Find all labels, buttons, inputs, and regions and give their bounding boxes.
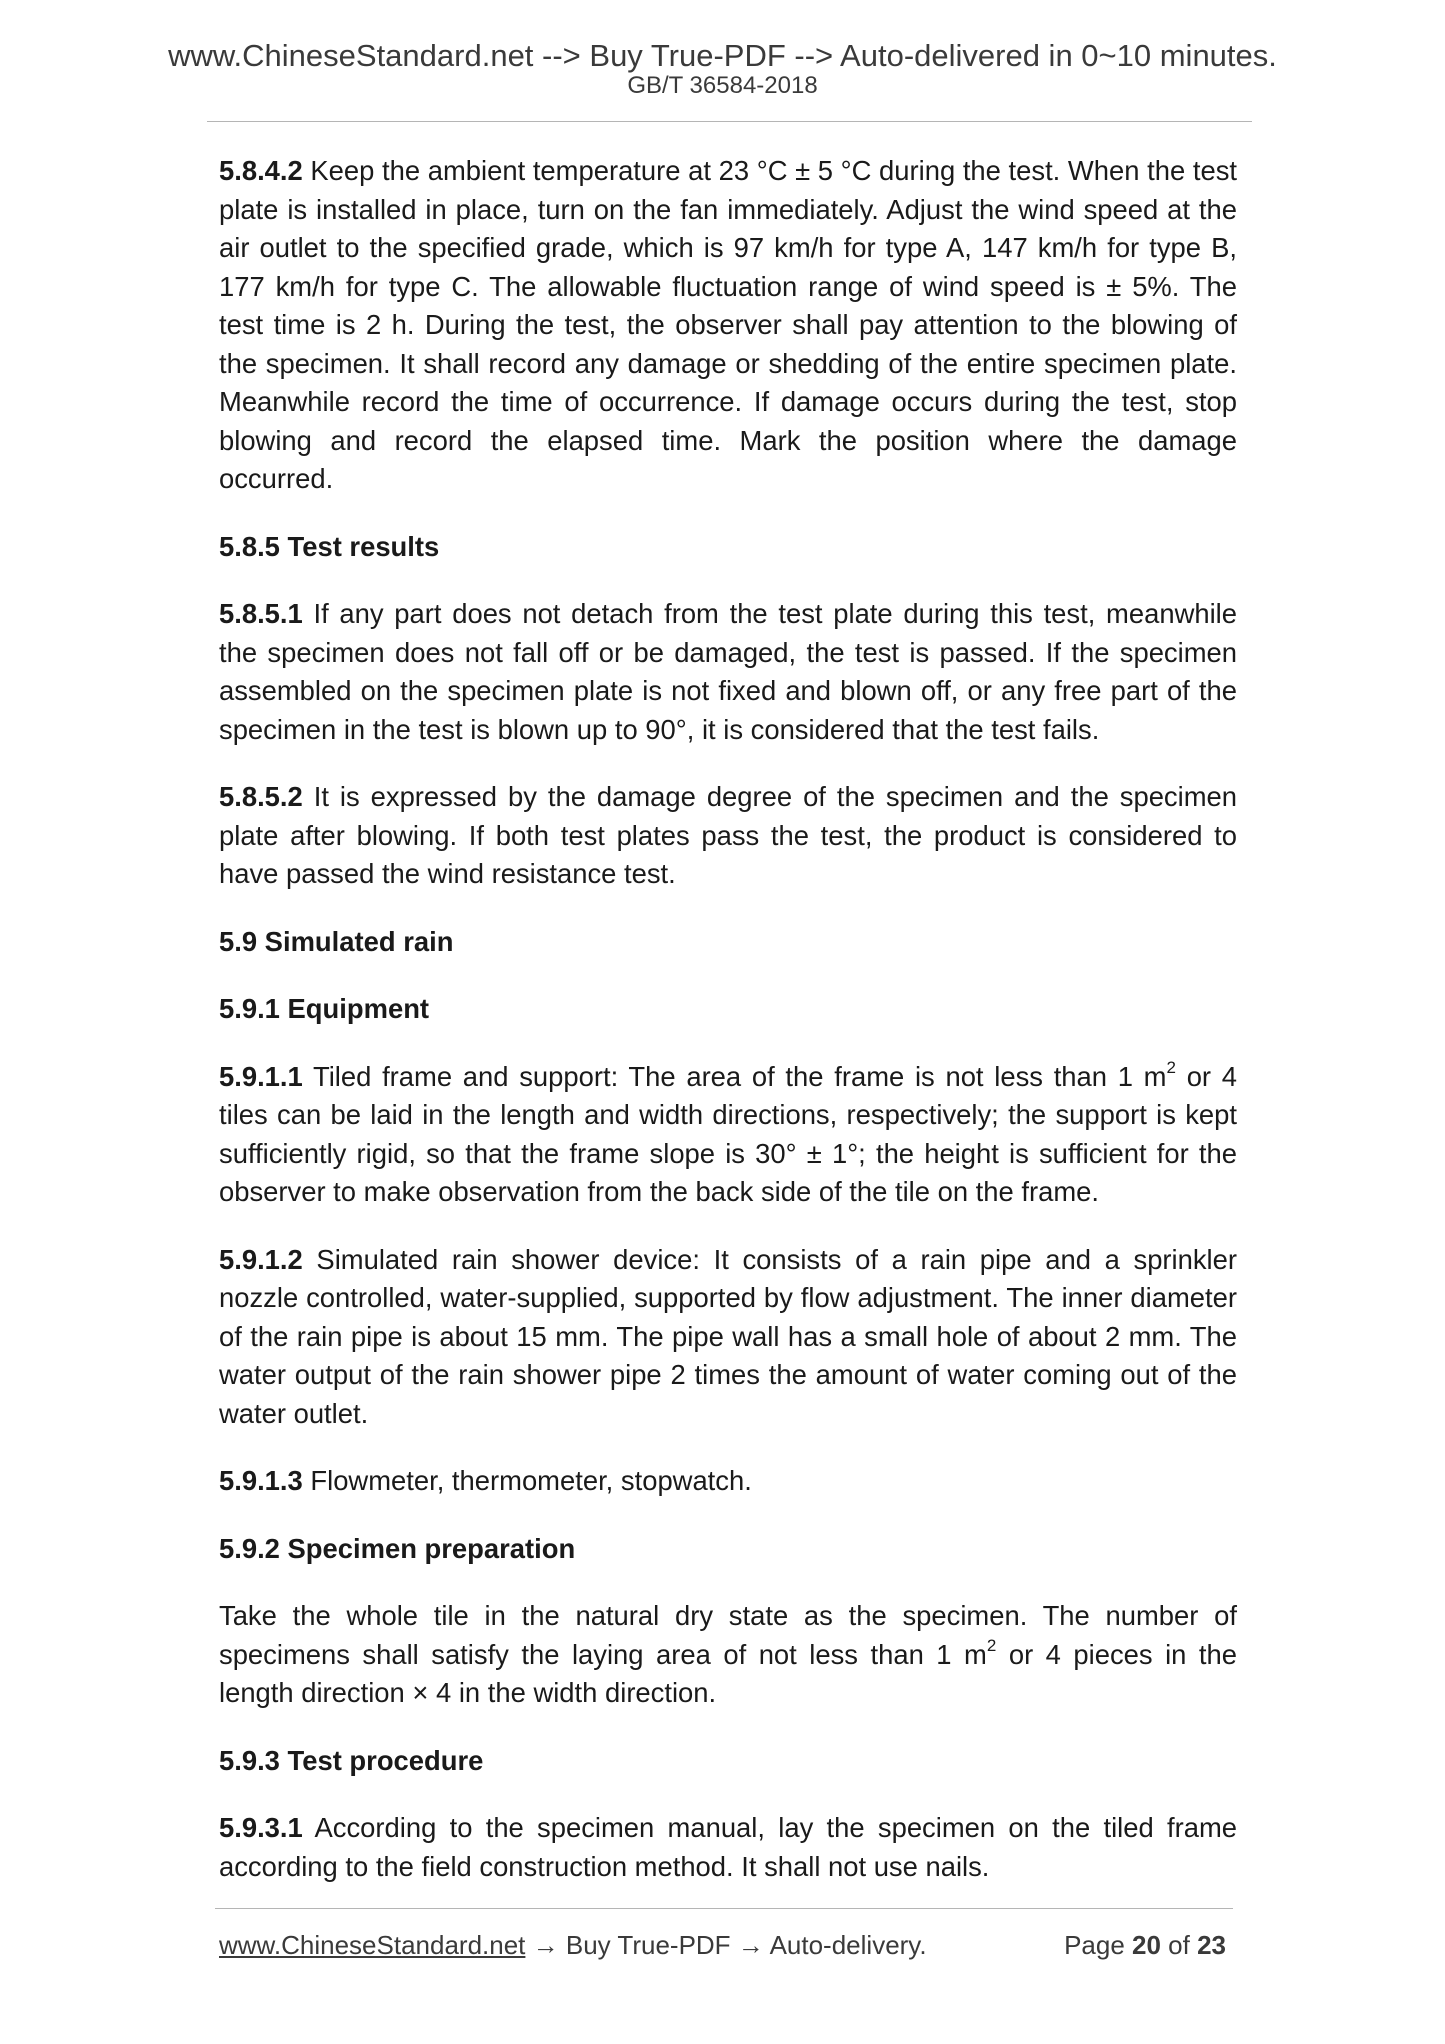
paragraph-5-9-3-1 (219, 1809, 1237, 1886)
paragraph-5-9-1-1 (219, 1058, 1237, 1212)
footer-promo (219, 1929, 927, 1961)
clause-number: 5.9.3.1 (219, 1812, 303, 1843)
superscript: 2 (1166, 1058, 1176, 1078)
header-divider (207, 121, 1252, 122)
page-total: 23 (1197, 1930, 1226, 1960)
clause-number: 5.9.1.3 (219, 1465, 303, 1496)
heading-5-9-3: 5.9.3 Test procedure (219, 1744, 484, 1776)
clause-text: If any part does not detach from the test plate during this test, meanwhile the specimen does not fall off or be damaged, the test is passed. If the specimen assembled on the specimen plate is not fixed and blown off, or any free part of the specimen in the test is blown up to 90°, it is considered that the test fails. (219, 598, 1237, 745)
clause-number: 5.8.5.2 (219, 781, 303, 812)
clause-text: Tiled frame and support: The area of the frame is not less than 1 m (302, 1060, 1167, 1092)
footer-site-link[interactable]: www.ChineseStandard.net (219, 1930, 526, 1960)
clause-text: or 4 pieces in the length direction × 4 in the width direction. (219, 1638, 1237, 1708)
clause-text: Take the whole tile in the natural dry state as the specimen. The number of specimens shall satisfy the laying area of not less than 1 m (219, 1600, 1237, 1670)
superscript: 2 (986, 1636, 997, 1656)
paragraph-5-9-1-3 (219, 1462, 1237, 1501)
clause-number: 5.8.5.1 (219, 598, 303, 629)
standard-code: GB/T 36584-2018 (627, 72, 818, 99)
heading-5-9-2: 5.9.2 Specimen preparation (219, 1532, 576, 1564)
clause-number: 5.9.1.2 (219, 1243, 303, 1275)
footer-tagline: → Buy True-PDF → Auto-delivery. (525, 1930, 927, 1960)
page-indicator (1064, 1929, 1226, 1961)
paragraph-5-8-4-2 (219, 152, 1237, 499)
clause-text: Keep the ambient temperature at 23 °C ± 5 °C during the test. When the test plate is installed in place, turn on the fan immediately. Adjust the wind speed at the air outlet to the specified grade, which is 97 km/h for type A, 147 km/h for type B, 177 km/h for type C. The allowable fluctuation range of wind speed is ± 5%. The test time is 2 h. During the test, the observer shall pay attention to the blowing of the specimen. It shall record any damage or shedding of the entire specimen plate. Meanwhile record the time of occurrence. If damage occurs during the test, stop blowing and record the elapsed time. Mark the position where the damage occurred. (219, 155, 1237, 494)
paragraph-5-8-5-1 (219, 595, 1237, 749)
clause-text: Simulated rain shower device: It consists of a rain pipe and a sprinkler nozzle controlled, water-supplied, supported by flow adjustment. The inner diameter of the rain pipe is about 15 mm. The pipe wall has a small hole of about 2 mm. The water output of the rain shower pipe 2 times the amount of water coming out of the water outlet. (219, 1243, 1237, 1429)
heading-5-8-5: 5.8.5 Test results (219, 530, 440, 562)
paragraph-specimen-preparation (219, 1597, 1237, 1713)
heading-5-9-1: 5.9.1 Equipment (219, 993, 430, 1024)
clause-text: Flowmeter, thermometer, stopwatch. (302, 1465, 752, 1496)
site-banner: www.ChineseStandard.net --> Buy True-PDF --> Auto-delivered in 0~10 minutes. (168, 38, 1277, 73)
clause-number: 5.9.1.1 (219, 1060, 303, 1092)
clause-text: or 4 tiles can be laid in the length and width directions, respectively; the support is kept sufficiently rigid, so that the frame slope is 30° ± 1°; the height is sufficient for the observer to make observation from the back side of the tile on the frame. (219, 1060, 1237, 1207)
footer-divider (215, 1908, 1233, 1909)
clause-number: 5.8.4.2 (219, 155, 303, 186)
of-label: of (1160, 1930, 1198, 1960)
clause-text: It is expressed by the damage degree of the specimen and the specimen plate after blowing. If both test plates pass the test, the product is considered to have passed the wind resistance test. (219, 781, 1237, 889)
paragraph-5-9-1-2 (219, 1241, 1237, 1434)
page-current: 20 (1132, 1930, 1161, 1960)
paragraph-5-8-5-2 (219, 778, 1237, 894)
clause-text: According to the specimen manual, lay the specimen on the tiled frame according to the field construction method. It shall not use nails. (219, 1812, 1237, 1882)
heading-5-9: 5.9 Simulated rain (219, 925, 454, 957)
document-body (219, 152, 1237, 1915)
page-label: Page (1064, 1930, 1133, 1960)
